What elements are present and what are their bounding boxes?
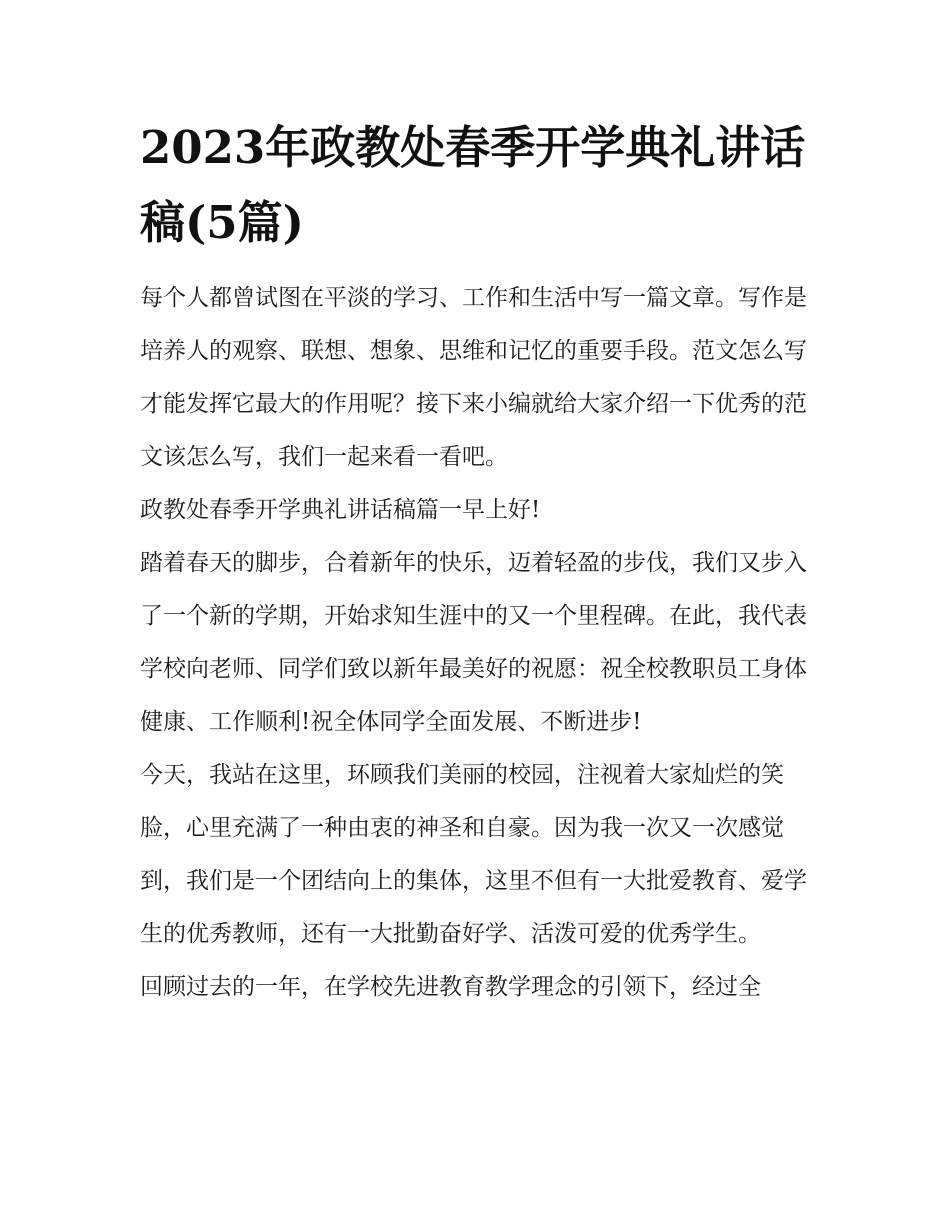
paragraph-review: 回顾过去的一年，在学校先进教育教学理念的引领下，经过全 <box>140 974 761 1000</box>
document-body <box>140 272 812 1014</box>
paragraph-heading-1: 政教处春季开学典礼讲话稿篇一早上好! <box>140 497 541 523</box>
paragraph-campus: 今天，我站在这里，环顾我们美丽的校园，注视着大家灿烂的笑脸，心里充满了一种由衷的神圣和自豪。因为我一次又一次感觉到，我们是一个团结向上的集体，这里不但有一大批爱教育、爱学生的优秀教师，还有一大批勤奋好学、活泼可爱的优秀学生。 <box>140 762 807 947</box>
document-title: 2023年政教处春季开学典礼讲话稿(5篇) <box>140 121 806 249</box>
paragraph-greeting: 踏着春天的脚步，合着新年的快乐，迈着轻盈的步伐，我们又步入了一个新的学期，开始求知生涯中的又一个里程碑。在此，我代表学校向老师、同学们致以新年最美好的祝愿：祝全校教职员工身体健康、工作顺利!祝全体同学全面发展、不断进步! <box>140 550 807 735</box>
paragraph-intro: 每个人都曾试图在平淡的学习、工作和生活中写一篇文章。写作是培养人的观察、联想、想象、思维和记忆的重要手段。范文怎么写才能发挥它最大的作用呢？接下来小编就给大家介绍一下优秀的范文该怎么写，我们一起来看一看吧。 <box>140 285 807 470</box>
document-content <box>140 110 812 1014</box>
